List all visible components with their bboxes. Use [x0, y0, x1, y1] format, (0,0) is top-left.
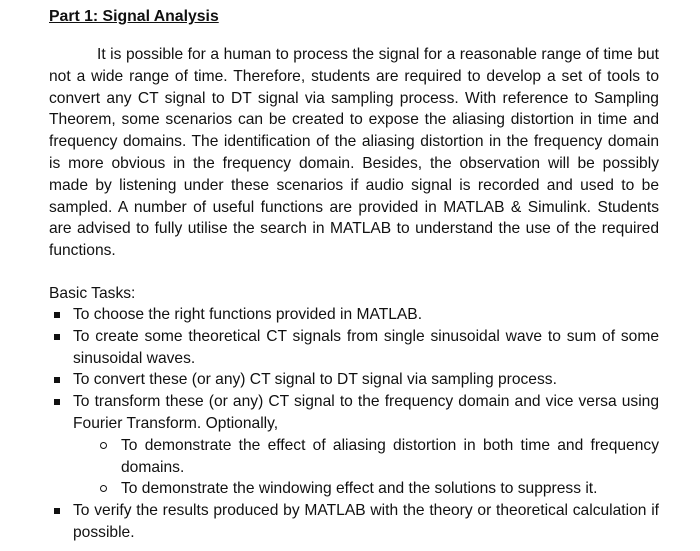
- subtask-item: [73, 435, 659, 479]
- optional-subtasks-list: [73, 435, 659, 500]
- task-item: [49, 326, 659, 370]
- square-bullet-icon: [54, 334, 60, 340]
- square-bullet-icon: [54, 508, 60, 514]
- task-text: To verify the results produced by MATLAB with the theory or theoretical calculation if possible.: [73, 502, 659, 541]
- intro-paragraph: It is possible for a human to process the signal for a reasonable range of time but not a wide range of time. Therefore, students are required to develop a set of tools to convert any CT signal to DT signal via sampling process. With reference to Sampling Theorem, some scenarios can be created to expose the aliasing distortion in time and frequency domains. The identification of the aliasing distortion in the frequency domain is more obvious in the frequency domain. Besides, the observation will be possibly made by listening under these scenarios if audio signal is recorded and used to be sampled. A number of useful functions are provided in MATLAB & Simulink. Students are advised to fully utilise the search in MATLAB to understand the use of the required functions.: [49, 46, 659, 260]
- square-bullet-icon: [54, 399, 60, 405]
- section-heading: Part 1: Signal Analysis: [49, 8, 219, 25]
- task-text: To create some theoretical CT signals from single sinusoidal wave to sum of some sinusoidal waves.: [73, 327, 659, 367]
- circle-bullet-icon: [100, 485, 107, 492]
- task-item: [49, 391, 659, 500]
- task-item: [49, 304, 659, 326]
- task-text: To convert these (or any) CT signal to DT signal via sampling process.: [73, 371, 557, 389]
- task-text: To transform these (or any) CT signal to the frequency domain and vice versa using Fourier Transform. Optionally,: [73, 393, 659, 432]
- square-bullet-icon: [54, 377, 60, 383]
- subtask-text: To demonstrate the effect of aliasing distortion in both time and frequency domains.: [121, 436, 659, 476]
- basic-tasks-title: Basic Tasks:: [49, 285, 136, 302]
- subtask-text: To demonstrate the windowing effect and the solutions to suppress it.: [121, 480, 598, 498]
- task-item: [49, 500, 659, 544]
- square-bullet-icon: [54, 312, 60, 318]
- basic-tasks-list: [49, 304, 659, 544]
- task-item: [49, 369, 659, 391]
- task-text: To choose the right functions provided in MATLAB.: [73, 306, 423, 323]
- subtask-item: [73, 478, 659, 500]
- circle-bullet-icon: [100, 442, 107, 449]
